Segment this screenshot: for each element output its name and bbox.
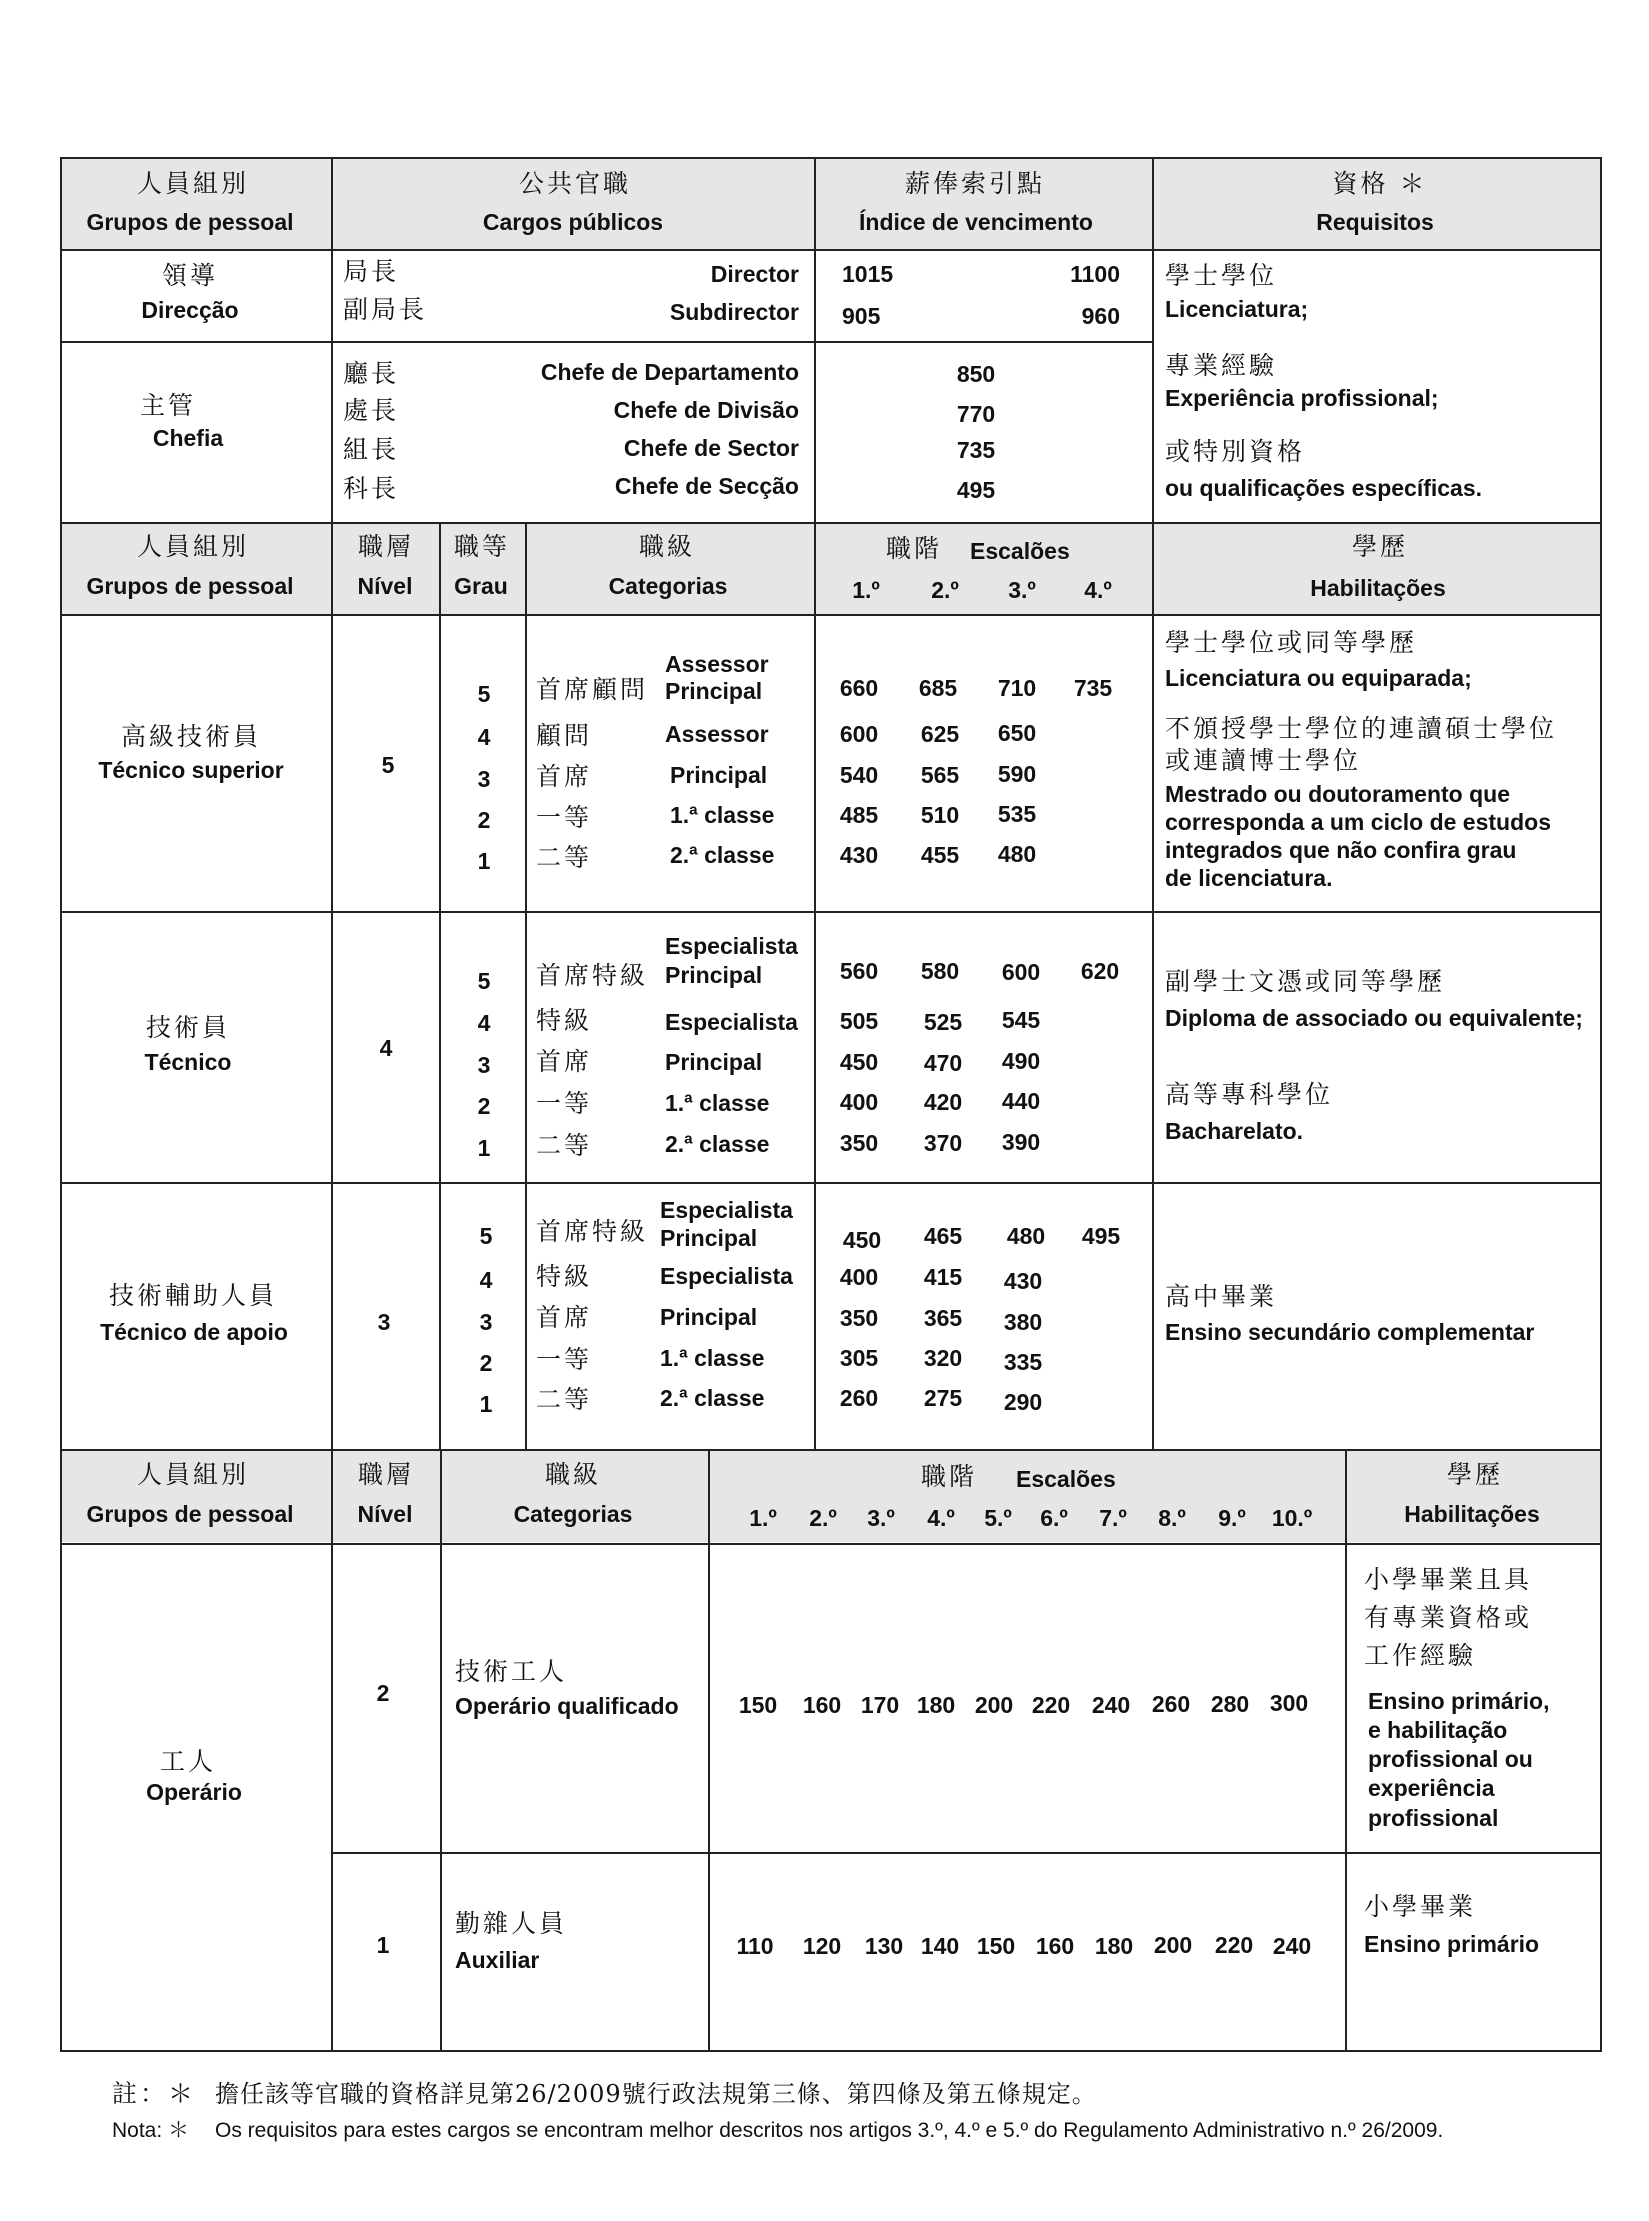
header-indice-zh: 薪俸索引點 xyxy=(904,169,1046,198)
footnote-pt-label: Nota: ＊ xyxy=(112,2119,190,2142)
header-grau-pt: Grau xyxy=(454,573,508,599)
escalao-value: 505 xyxy=(839,1008,879,1034)
categoria-pt: Principal xyxy=(660,1225,758,1251)
rule xyxy=(814,523,816,1450)
header-escalao-col: 3.º xyxy=(867,1505,895,1531)
escalao-value: 290 xyxy=(1003,1389,1043,1415)
header-nivel-pt: Nível xyxy=(357,1501,413,1527)
habil-zh: 副學士文憑或同等學歷 xyxy=(1165,967,1446,996)
header-indice-pt: Índice de vencimento xyxy=(859,209,1093,235)
requisitos-pt: Experiência profissional; xyxy=(1165,385,1439,411)
header-escalao-col: 10.º xyxy=(1271,1505,1313,1531)
tecnico-superior-nivel: 5 xyxy=(381,752,395,778)
categoria-pt: Especialista xyxy=(660,1197,793,1223)
requisitos-zh: 或特別資格 xyxy=(1165,437,1306,466)
escalao-value: 130 xyxy=(864,1933,904,1959)
grau: 1 xyxy=(479,1391,493,1417)
footnote-pt-text: Os requisitos para estes cargos se encontram melhor descritos nos artigos 3.º, 4.º e 5.º do Regulamento Administrativo n.º 26/2009. xyxy=(215,2119,1444,2142)
requisitos-zh: 專業經驗 xyxy=(1165,351,1278,380)
tecnico-apoio-group-zh: 技術輔助人員 xyxy=(108,1281,278,1310)
header-categorias-zh: 職級 xyxy=(544,1460,602,1489)
escalao-value: 150 xyxy=(738,1692,778,1718)
categoria-pt: 2.ª classe xyxy=(660,1385,765,1411)
escalao-value: 450 xyxy=(842,1227,882,1253)
habil-zh: 高中畢業 xyxy=(1165,1282,1278,1311)
escalao-value: 620 xyxy=(1080,958,1120,984)
habil-pt: Bacharelato. xyxy=(1165,1118,1304,1144)
escalao-value: 200 xyxy=(974,1692,1014,1718)
header-grupos-pt: Grupos de pessoal xyxy=(86,209,294,235)
escalao-value: 430 xyxy=(1003,1268,1043,1294)
rule xyxy=(440,1450,442,2051)
escalao-value: 260 xyxy=(839,1385,879,1411)
habil-pt: Diploma de associado ou equivalente; xyxy=(1165,1005,1583,1031)
operario-habil-pt: profissional xyxy=(1368,1805,1499,1831)
header-escalao-col: 5.º xyxy=(984,1505,1012,1531)
categoria-zh: 首席 xyxy=(536,1047,593,1076)
escalao-value: 480 xyxy=(1006,1223,1046,1249)
escalao-value: 200 xyxy=(1153,1932,1193,1958)
header-nivel-zh: 職層 xyxy=(357,1460,415,1489)
header-categorias-pt: Categorias xyxy=(608,573,728,599)
escalao-value: 350 xyxy=(839,1305,879,1331)
direccao-index-min: 1015 xyxy=(842,261,894,287)
grau: 4 xyxy=(477,1010,491,1036)
grau: 2 xyxy=(479,1350,493,1376)
chefia-row-zh: 處長 xyxy=(343,396,400,425)
tecnico-group-pt: Técnico xyxy=(144,1049,232,1075)
requisitos-pt: Licenciatura; xyxy=(1165,296,1309,322)
header-escalao-col: 8.º xyxy=(1158,1505,1186,1531)
escalao-value: 465 xyxy=(923,1223,963,1249)
operario-categoria-pt: Operário qualificado xyxy=(455,1693,679,1719)
direccao-row-zh: 局長 xyxy=(343,257,400,286)
escalao-value: 220 xyxy=(1214,1932,1254,1958)
rule xyxy=(525,523,527,1450)
operario-nivel: 1 xyxy=(376,1932,390,1958)
operario-categoria-zh: 勤雜人員 xyxy=(455,1909,568,1938)
direccao-index-max: 1100 xyxy=(1070,261,1120,287)
header-escaloes-pt: Escalões xyxy=(1016,1466,1116,1492)
header-habil-pt: Habilitações xyxy=(1310,575,1446,601)
categoria-zh: 特級 xyxy=(536,1006,593,1035)
chefia-group-pt: Chefia xyxy=(152,425,224,451)
operario-habil-pt: Ensino primário xyxy=(1364,1931,1540,1957)
categoria-pt: 2.ª classe xyxy=(665,1131,770,1157)
header-grau-zh: 職等 xyxy=(453,532,511,561)
categoria-pt: Assessor xyxy=(665,721,769,747)
escalao-value: 120 xyxy=(802,1933,842,1959)
escalao-value: 580 xyxy=(920,958,960,984)
categoria-zh: 一等 xyxy=(536,1345,593,1374)
escalao-value: 220 xyxy=(1031,1692,1071,1718)
habil-pt: corresponda a um ciclo de estudos xyxy=(1165,809,1551,835)
rule xyxy=(61,1543,1601,1545)
header-escaloes-pt: Escalões xyxy=(970,538,1070,564)
grau: 5 xyxy=(477,968,491,994)
escalao-value: 660 xyxy=(839,675,879,701)
escalao-value: 590 xyxy=(997,761,1037,787)
escalao-value: 710 xyxy=(997,675,1037,701)
header-grupos-zh: 人員組別 xyxy=(136,532,250,561)
header-escalao-col: 1.º xyxy=(749,1505,777,1531)
escalao-value: 540 xyxy=(839,762,879,788)
header-escalao-col: 4.º xyxy=(927,1505,955,1531)
categoria-pt: Principal xyxy=(665,678,763,704)
header-requisitos-pt: Requisitos xyxy=(1316,209,1434,235)
escalao-value: 335 xyxy=(1003,1349,1043,1375)
footnote-zh-text: 擔任該等官職的資格詳見第26/2009號行政法規第三條、第四條及第五條規定。 xyxy=(215,2080,1097,2108)
tecnico-group-zh: 技術員 xyxy=(145,1013,231,1042)
header-habil-zh: 學歷 xyxy=(1446,1460,1504,1489)
escalao-value: 400 xyxy=(839,1089,879,1115)
operario-habil-pt: e habilitação xyxy=(1368,1717,1508,1743)
tecnico-superior-group-zh: 高級技術員 xyxy=(120,722,262,751)
tecnico-nivel: 4 xyxy=(379,1035,393,1061)
escalao-value: 650 xyxy=(997,720,1037,746)
footnote-zh-label: 註：＊ xyxy=(112,2079,197,2108)
operario-habil-zh: 工作經驗 xyxy=(1364,1641,1477,1670)
escalao-value: 160 xyxy=(1035,1933,1075,1959)
rule xyxy=(61,1449,1601,1451)
header-grupos-pt: Grupos de pessoal xyxy=(86,573,294,599)
escalao-value: 565 xyxy=(920,762,960,788)
categoria-zh: 一等 xyxy=(536,803,593,832)
chefia-row-zh: 組長 xyxy=(343,435,400,464)
grau: 3 xyxy=(479,1309,493,1335)
operario-group-pt: Operário xyxy=(146,1779,242,1805)
operario-group-zh: 工人 xyxy=(159,1747,217,1776)
categoria-zh: 首席特級 xyxy=(536,1217,649,1246)
categoria-zh: 二等 xyxy=(536,843,593,872)
header-grupos-zh: 人員組別 xyxy=(136,1460,250,1489)
rule xyxy=(61,911,1601,913)
habil-pt: Licenciatura ou equiparada; xyxy=(1165,665,1472,691)
chefia-row-pt: Chefe de Sector xyxy=(623,435,799,461)
chefia-index: 735 xyxy=(956,437,996,463)
escalao-value: 485 xyxy=(839,802,879,828)
grau: 4 xyxy=(477,724,491,750)
habil-pt: de licenciatura. xyxy=(1165,865,1333,891)
escalao-value: 625 xyxy=(920,721,960,747)
escalao-value: 415 xyxy=(923,1264,963,1290)
header-escalao-col: 3.º xyxy=(1008,577,1036,603)
header-escalao-col: 2.º xyxy=(931,577,959,603)
header-escaloes-zh: 職階 xyxy=(921,1462,978,1491)
operario-habil-pt: Ensino primário, xyxy=(1368,1688,1550,1714)
grau: 5 xyxy=(479,1223,493,1249)
categoria-pt: 1.ª classe xyxy=(670,802,775,828)
rule xyxy=(61,341,1154,343)
grau: 3 xyxy=(477,766,491,792)
categoria-pt: 2.ª classe xyxy=(670,842,775,868)
grau: 5 xyxy=(477,681,491,707)
categoria-zh: 首席 xyxy=(536,1303,593,1332)
grau: 2 xyxy=(477,807,491,833)
escalao-value: 455 xyxy=(920,842,960,868)
direccao-row-zh: 副局長 xyxy=(343,295,428,324)
escalao-value: 495 xyxy=(1081,1223,1121,1249)
rule xyxy=(1152,523,1154,1450)
header-escalao-col: 6.º xyxy=(1040,1505,1068,1531)
escalao-value: 320 xyxy=(923,1345,963,1371)
chefia-row-pt: Chefe de Secção xyxy=(614,473,799,499)
chefia-row-zh: 廳長 xyxy=(343,359,400,388)
habil-zh: 高等專科學位 xyxy=(1165,1080,1334,1109)
escalao-value: 400 xyxy=(839,1264,879,1290)
habil-pt: Mestrado ou doutoramento que xyxy=(1165,781,1510,807)
escalao-value: 420 xyxy=(923,1089,963,1115)
rule xyxy=(708,1450,710,2051)
header-nivel-zh: 職層 xyxy=(357,532,415,561)
header-escalao-col: 4.º xyxy=(1084,577,1112,603)
escalao-value: 180 xyxy=(916,1692,956,1718)
header-escalao-col: 2.º xyxy=(809,1505,837,1531)
chefia-group-zh: 主管 xyxy=(139,391,197,420)
chefia-index: 850 xyxy=(956,361,996,387)
header-escaloes-zh: 職階 xyxy=(886,534,943,563)
escalao-value: 560 xyxy=(839,958,879,984)
chefia-row-pt: Chefe de Divisão xyxy=(613,397,799,423)
header-categorias-zh: 職級 xyxy=(638,532,696,561)
escalao-value: 350 xyxy=(839,1130,879,1156)
rule xyxy=(814,158,816,523)
escalao-value: 440 xyxy=(1001,1088,1041,1114)
habil-zh: 不頒授學士學位的連讀碩士學位 xyxy=(1165,714,1558,743)
escalao-value: 280 xyxy=(1210,1691,1250,1717)
operario-nivel: 2 xyxy=(376,1680,390,1706)
operario-categoria-zh: 技術工人 xyxy=(455,1657,568,1686)
header-escalao-col: 1.º xyxy=(852,577,880,603)
escalao-value: 390 xyxy=(1001,1129,1041,1155)
rule xyxy=(331,1450,333,2051)
rule xyxy=(61,614,1601,616)
categoria-pt: 1.ª classe xyxy=(660,1345,765,1371)
header-habil-zh: 學歷 xyxy=(1351,532,1409,561)
rule xyxy=(61,249,1601,251)
requisitos-pt: ou qualificações específicas. xyxy=(1165,475,1483,501)
escalao-value: 110 xyxy=(736,1933,774,1959)
escalao-value: 480 xyxy=(997,841,1037,867)
escalao-value: 150 xyxy=(976,1933,1016,1959)
escalao-value: 240 xyxy=(1091,1692,1131,1718)
grau: 2 xyxy=(477,1093,491,1119)
escalao-value: 545 xyxy=(1001,1007,1041,1033)
grau: 3 xyxy=(477,1052,491,1078)
escalao-value: 240 xyxy=(1272,1933,1312,1959)
rule xyxy=(61,1182,1601,1184)
header-escalao-col: 9.º xyxy=(1218,1505,1246,1531)
escalao-value: 275 xyxy=(923,1385,963,1411)
header-cargos-pt: Cargos públicos xyxy=(482,209,664,235)
chefia-row-pt: Chefe de Departamento xyxy=(540,359,799,385)
habil-zh: 或連讀博士學位 xyxy=(1165,746,1362,775)
grau: 1 xyxy=(477,848,491,874)
categoria-zh: 特級 xyxy=(536,1262,593,1291)
header-grupos-zh: 人員組別 xyxy=(136,169,250,198)
categoria-zh: 二等 xyxy=(536,1385,593,1414)
escalao-value: 370 xyxy=(923,1130,963,1156)
operario-categoria-pt: Auxiliar xyxy=(455,1947,540,1973)
escalao-value: 735 xyxy=(1073,675,1113,701)
categoria-zh: 首席顧問 xyxy=(536,675,649,704)
escalao-value: 180 xyxy=(1094,1933,1134,1959)
escalao-value: 305 xyxy=(839,1345,879,1371)
escalao-value: 685 xyxy=(918,675,958,701)
categoria-pt: Especialista xyxy=(660,1263,793,1289)
rule xyxy=(331,523,333,1450)
escalao-value: 365 xyxy=(923,1305,963,1331)
operario-habil-pt: profissional ou xyxy=(1368,1746,1533,1772)
grau: 1 xyxy=(477,1135,491,1161)
escalao-value: 160 xyxy=(802,1692,842,1718)
escalao-value: 490 xyxy=(1001,1048,1041,1074)
categoria-zh: 顧問 xyxy=(536,721,593,750)
escalao-value: 380 xyxy=(1003,1309,1043,1335)
chefia-index: 495 xyxy=(956,477,996,503)
escalao-value: 140 xyxy=(920,1933,960,1959)
categoria-pt: Principal xyxy=(665,1049,763,1075)
escalao-value: 510 xyxy=(920,802,960,828)
categoria-pt: Especialista xyxy=(665,933,798,959)
direccao-index-max: 960 xyxy=(1081,303,1120,329)
header-habil-pt: Habilitações xyxy=(1404,1501,1540,1527)
tecnico-superior-group-pt: Técnico superior xyxy=(98,757,284,783)
escalao-value: 525 xyxy=(923,1009,963,1035)
operario-habil-zh: 小學畢業且具 xyxy=(1364,1565,1533,1594)
rule xyxy=(331,158,333,523)
header-grupos-pt: Grupos de pessoal xyxy=(86,1501,294,1527)
rule xyxy=(439,523,441,1450)
escalao-value: 430 xyxy=(839,842,879,868)
direccao-group-pt: Direcção xyxy=(141,297,239,323)
tecnico-apoio-nivel: 3 xyxy=(377,1309,391,1335)
header-cargos-zh: 公共官職 xyxy=(518,169,632,198)
categoria-pt: Principal xyxy=(665,962,763,988)
header-categorias-pt: Categorias xyxy=(513,1501,633,1527)
header-escalao-col: 7.º xyxy=(1099,1505,1127,1531)
escalao-value: 300 xyxy=(1269,1690,1309,1716)
categoria-pt: Especialista xyxy=(665,1009,798,1035)
escalao-value: 260 xyxy=(1151,1691,1191,1717)
requisitos-zh: 學士學位 xyxy=(1165,261,1278,290)
tecnico-apoio-group-pt: Técnico de apoio xyxy=(100,1319,288,1345)
habil-zh: 學士學位或同等學歷 xyxy=(1165,628,1418,657)
escalao-value: 535 xyxy=(997,801,1037,827)
rule xyxy=(61,522,1601,524)
direccao-index-min: 905 xyxy=(842,303,881,329)
habil-pt: Ensino secundário complementar xyxy=(1165,1319,1535,1345)
categoria-pt: 1.ª classe xyxy=(665,1090,770,1116)
categoria-zh: 首席特級 xyxy=(536,961,649,990)
categoria-pt: Principal xyxy=(660,1304,758,1330)
chefia-row-zh: 科長 xyxy=(343,474,400,503)
rule xyxy=(331,1852,1601,1854)
rule xyxy=(1345,1450,1347,2051)
chefia-index: 770 xyxy=(956,401,996,427)
escalao-value: 450 xyxy=(839,1049,879,1075)
categoria-pt: Principal xyxy=(670,762,768,788)
operario-habil-zh: 有專業資格或 xyxy=(1364,1603,1533,1632)
escalao-value: 600 xyxy=(1001,959,1041,985)
operario-habil-zh: 小學畢業 xyxy=(1364,1892,1477,1921)
escalao-value: 600 xyxy=(839,721,879,747)
operario-habil-pt: experiência xyxy=(1368,1775,1495,1801)
direccao-row-pt: Subdirector xyxy=(669,299,799,325)
habil-pt: integrados que não confira grau xyxy=(1165,837,1517,863)
header-requisitos-zh: 資格 ＊ xyxy=(1332,169,1428,198)
escalao-value: 470 xyxy=(923,1050,963,1076)
categoria-zh: 二等 xyxy=(536,1131,593,1160)
header-nivel-pt: Nível xyxy=(357,573,413,599)
rule xyxy=(1152,158,1154,523)
categoria-zh: 一等 xyxy=(536,1089,593,1118)
escalao-value: 170 xyxy=(860,1692,900,1718)
grau: 4 xyxy=(479,1267,493,1293)
categoria-pt: Assessor xyxy=(665,651,769,677)
direccao-group-zh: 領導 xyxy=(161,261,219,290)
direccao-row-pt: Director xyxy=(710,261,799,287)
categoria-zh: 首席 xyxy=(536,762,593,791)
